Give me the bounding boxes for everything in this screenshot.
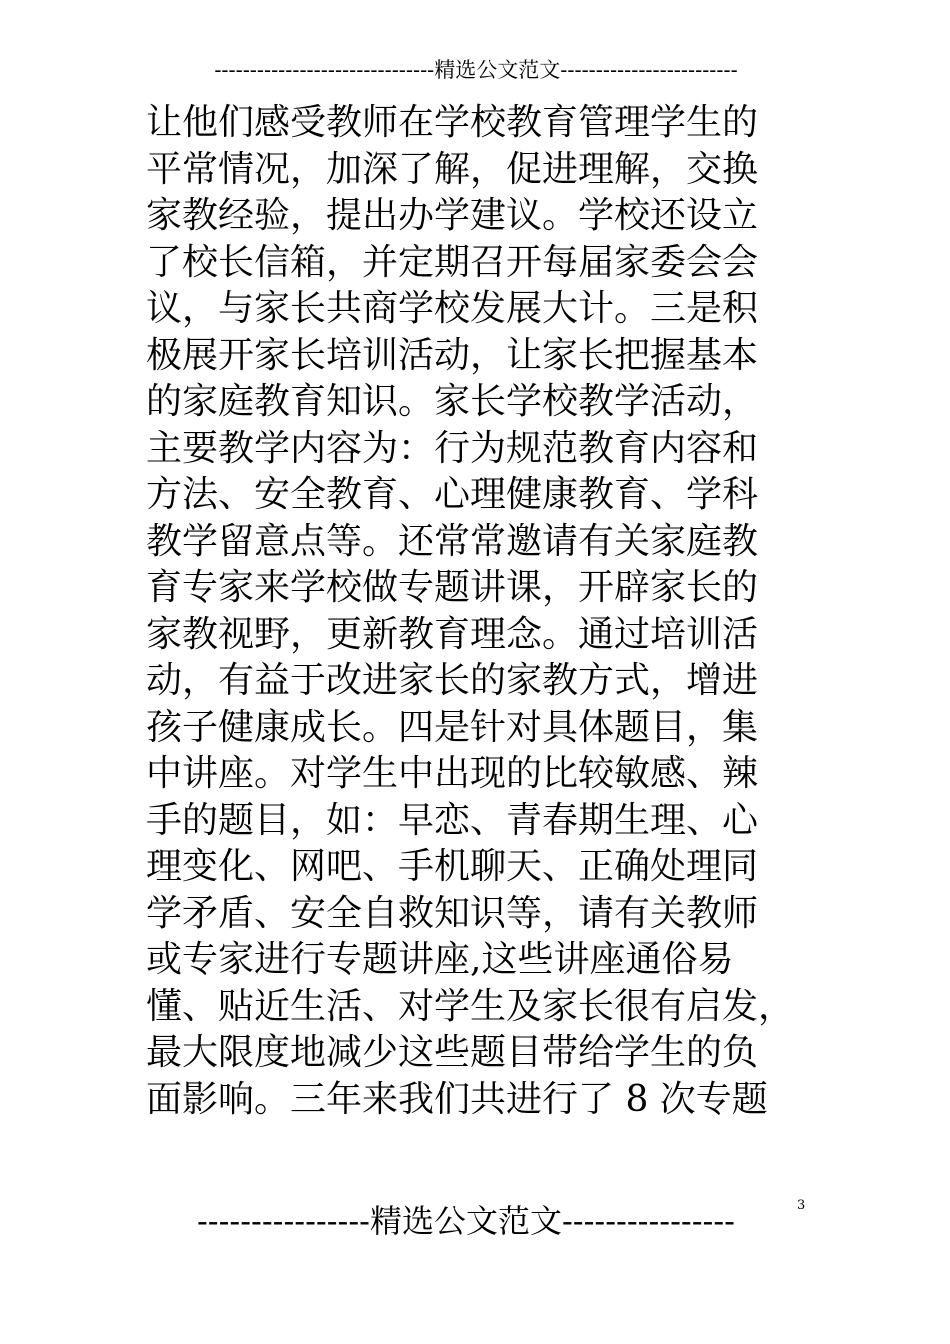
document-body [146,100,810,1123]
page-header: -------------------------------精选公文范文------------------------- [214,58,738,82]
text-line-19: 或专家进行专题讲座,这些讲座通俗易 [146,939,734,980]
page-footer: ----------------精选公文范文---------------- [196,1202,735,1240]
page-number: 3 [797,1198,806,1213]
text-line-18: 学矛盾、安全自救知识等，请有关教师 [146,892,759,934]
text-line-2: 平常情况，加深了解，促进理解，交换 [146,148,759,190]
text-line-16: 手的题目，如：早恋、青春期生理、心 [146,799,759,841]
text-line-17: 理变化、网吧、手机聊天、正确处理同 [146,846,759,887]
text-line-8: 主要教学内容为：行为规范教育内容和 [146,427,759,469]
text-line-1: 让他们感受教师在学校教育管理学生的 [146,102,759,143]
text-line-7: 的家庭教育知识。家长学校教学活动， [146,381,759,422]
text-line-14: 孩子健康成长。四是针对具体题目，集 [146,706,759,748]
text-line-3: 家教经验，提出办学建议。学校还设立 [146,195,759,236]
text-line-5: 议，与家长共商学校发展大计。三是积 [146,288,759,329]
text-line-15: 中讲座。对学生中出现的比较敏感、辣 [146,753,759,794]
text-line-11: 育专家来学校做专题讲课，开辟家长的 [146,567,759,608]
text-line-22: 面影响。三年来我们共进行了 8 次专题 [146,1078,768,1120]
text-line-12: 家教视野，更新教育理念。通过培训活 [146,613,759,655]
text-line-9: 方法、安全教育、心理健康教育、学科 [146,474,759,515]
text-line-20: 懂、贴近生活、对学生及家长很有启发， [146,985,795,1027]
text-line-6: 极展开家长培训活动，让家长把握基本 [146,334,759,376]
text-line-13: 动，有益于改进家长的家教方式，增进 [146,660,759,701]
text-line-21: 最大限度地减少这些题目带给学生的负 [146,1032,759,1073]
text-line-10: 教学留意点等。还常常邀请有关家庭教 [146,520,759,562]
text-line-4: 了校长信箱，并定期召开每届家委会会 [146,241,759,283]
